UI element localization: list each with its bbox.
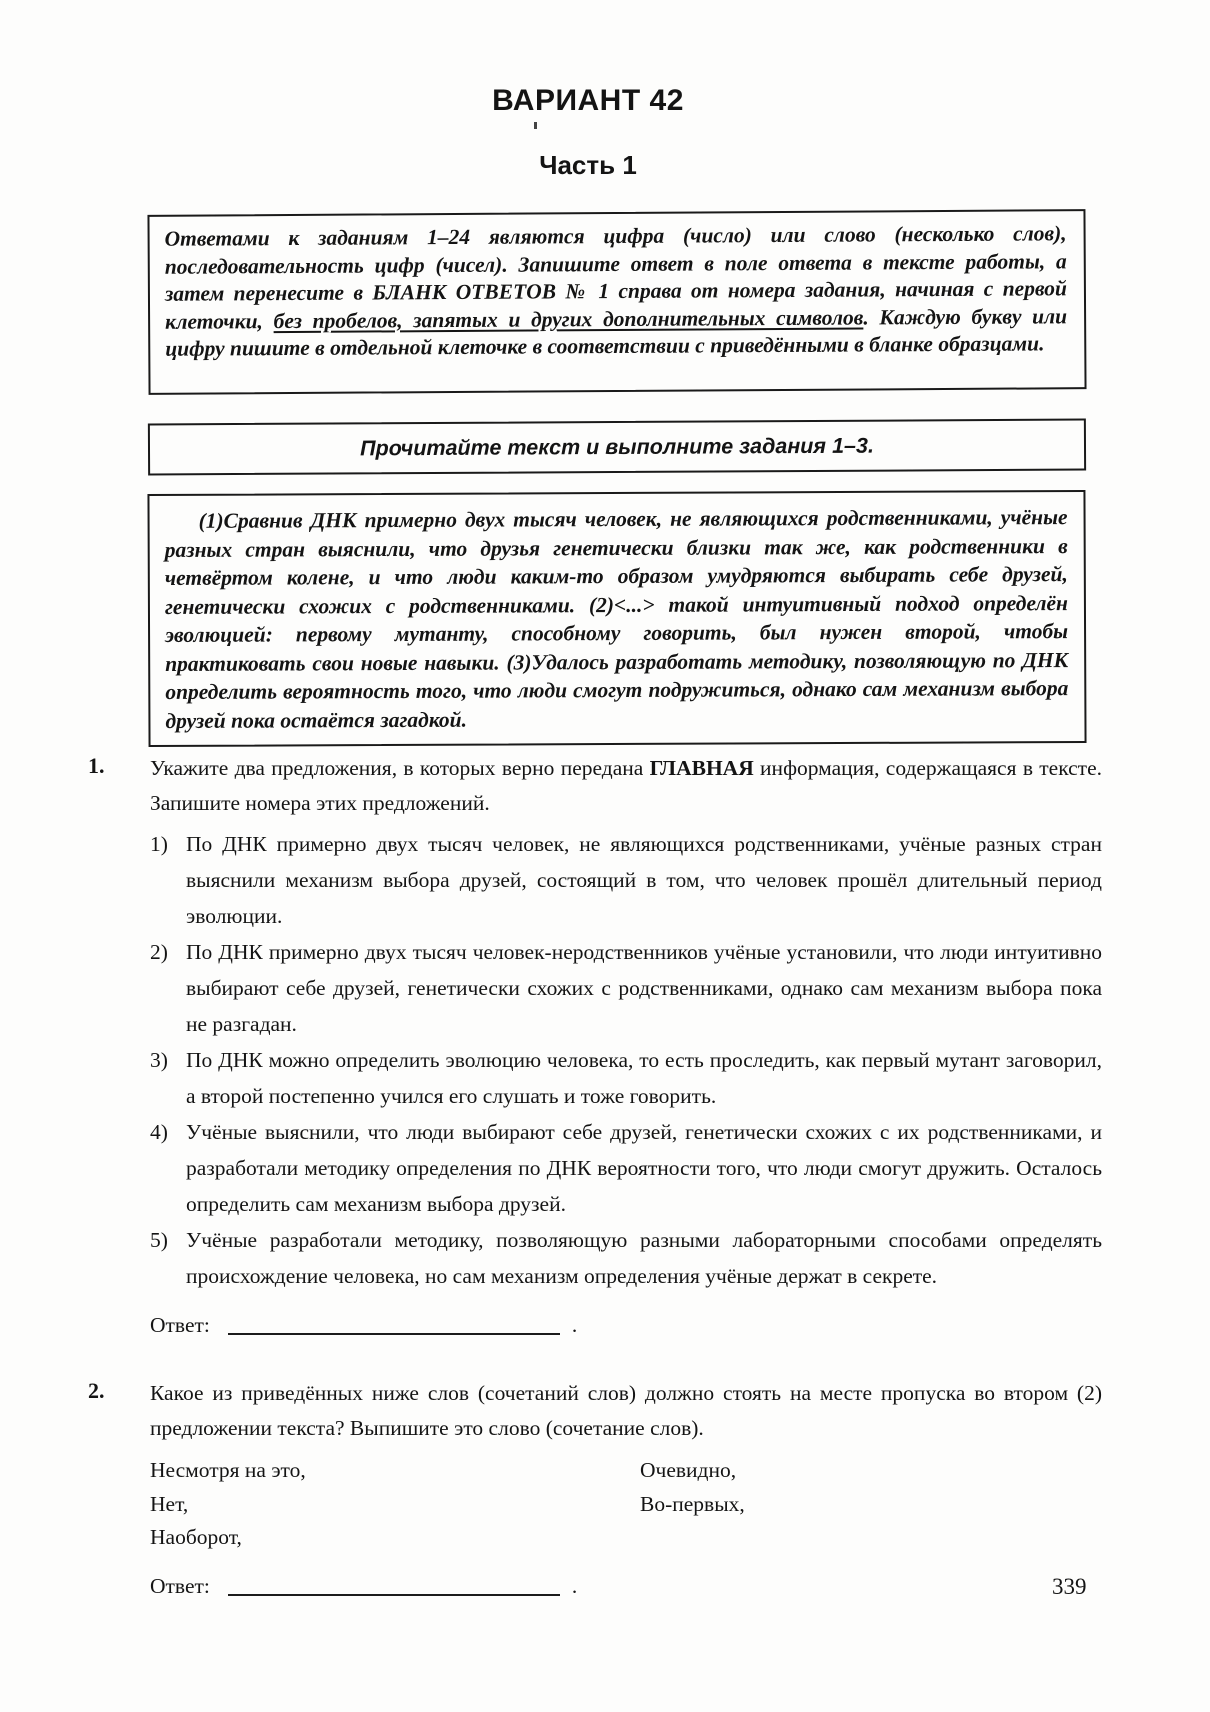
q1-prompt-start: Укажите два предложения, в которых верно передана <box>150 756 650 780</box>
q1-option-2-number: 2) <box>150 940 168 964</box>
instructions-underlined-text: без пробелов, запятых и других дополнительных символов <box>273 304 864 333</box>
variant-title: ВАРИАНТ 42 <box>492 84 684 117</box>
q2-option-net: Нет, <box>150 1491 189 1516</box>
banner-text: Прочитайте текст и выполните задания 1–3. <box>360 433 874 460</box>
q1-option-2-text: По ДНК примерно двух тысяч человек-неродственников учёные установили, что люди интуитивно выбирают себе друзей, генетически схожих с родственниками, однако сам механизм выбора пока не разгадан. <box>186 940 1102 1036</box>
q1-option-1-number: 1) <box>150 832 168 856</box>
q2-answer-period: . <box>571 1573 578 1598</box>
instructions-text <box>165 220 1068 363</box>
q1-answer-row <box>150 1309 1102 1341</box>
question-1-number: 1. <box>88 753 105 778</box>
q2-option-naoborot: Наоборот, <box>150 1525 242 1549</box>
q2-option-ochevidno: Очевидно, <box>640 1458 737 1482</box>
q1-option-4-number: 4) <box>150 1120 168 1144</box>
q1-answer-label: Ответ: <box>150 1313 210 1337</box>
q1-option-4-text: Учёные выяснили, что люди выбирают себе друзей, генетически схожих с их родственниками, и разработали методику определения по ДНК вероятности того, что люди смогут дружить. Осталось определить сам механизм выбора друзей. <box>186 1120 1102 1216</box>
q1-option-1-text: По ДНК примерно двух тысяч человек, не являющихся родственниками, учёные разных стран выяснили механизм выбора друзей, состоящий в том, что человек прошёл длительный период эволюции. <box>186 832 1102 928</box>
scan-speck <box>534 122 537 129</box>
instructions-text-start: Ответами к заданиям 1–24 являются цифра (число) или слово (несколько слов), последовательность цифр (чисел). Запишите ответ в поле ответа в тексте работы, а затем перенесите в БЛАНК ОТВЕТОВ № 1 справа от номера задания, начиная с первой клеточки, <box>164 221 1067 334</box>
q1-answer-blank <box>228 1331 560 1335</box>
page-number: 339 <box>1052 1574 1087 1599</box>
q1-prompt-end: информация, содержащаяся в тексте. Запишите номера этих предложений. <box>150 756 1102 815</box>
q2-option-vopervyh: Во-первых, <box>640 1491 745 1516</box>
q1-option-3 <box>150 1042 1102 1114</box>
q1-option-5-text: Учёные разработали методику, позволяющую разными лабораторными способами определять происхождение человека, но сам механизм определения учёные держат в секрете. <box>186 1228 1102 1288</box>
q2-options-right-column <box>640 1454 1102 1555</box>
instructions-text-end: . Каждую букву или цифру пишите в отдельной клеточке в соответствии с приведёнными в бланке образцами. <box>165 303 1068 361</box>
passage-text: (1)Сравнив ДНК примерно двух тысяч человек, не являющихся родственниками, учёные разных стран выяснили, что друзья генетически близки так же, как родственники в четвёртом колене, и что люди каким-то образом умудряются выбирать себе друзей, генетически схожих с родственниками. (2)<...> такой интуитивный подход определён эволюцией: первому мутанту, способному говорить, был нужен второй, чтобы практиковать свои новые навыки. (3)Удалось разработать методику, позволяющую по ДНК определить вероятность того, что люди смогут подружиться, однако сам механизм выбора друзей пока остаётся загадкой. <box>164 505 1069 733</box>
q1-option-1 <box>150 826 1102 934</box>
q1-option-3-number: 3) <box>150 1048 168 1072</box>
q2-word-options <box>150 1454 1102 1555</box>
q2-option-nesmotrya: Несмотря на это, <box>150 1458 306 1482</box>
q2-answer-label: Ответ: <box>150 1573 210 1598</box>
question-1-prompt <box>150 751 1102 821</box>
q1-option-5 <box>150 1222 1102 1294</box>
question-2-number: 2. <box>88 1378 105 1403</box>
q2-answer-blank <box>228 1592 560 1596</box>
q1-options-list <box>150 826 1102 1294</box>
instructions-box <box>147 209 1086 395</box>
read-text-banner <box>148 419 1086 476</box>
part-title: Часть 1 <box>539 150 637 180</box>
q1-prompt-emphasis: ГЛАВНАЯ <box>649 756 754 780</box>
question-2-prompt: Какое из приведённых ниже слов (сочетаний слов) должно стоять на месте пропуска во втором (2) предложении текста? Выпишите это слово (сочетание слов). <box>150 1381 1102 1440</box>
passage-box <box>147 490 1086 747</box>
q2-options-left-column <box>150 1454 640 1555</box>
question-1 <box>150 751 1102 1341</box>
q1-option-2 <box>150 934 1102 1042</box>
q1-option-4 <box>150 1114 1102 1222</box>
q1-option-5-number: 5) <box>150 1228 168 1252</box>
q1-answer-period: . <box>571 1313 578 1337</box>
q1-option-3-text: По ДНК можно определить эволюцию человека, то есть проследить, как первый мутант заговорил, а второй постепенно учился его слушать и тоже говорить. <box>186 1048 1102 1108</box>
question-2 <box>150 1376 1102 1602</box>
q2-answer-row <box>150 1570 1102 1602</box>
